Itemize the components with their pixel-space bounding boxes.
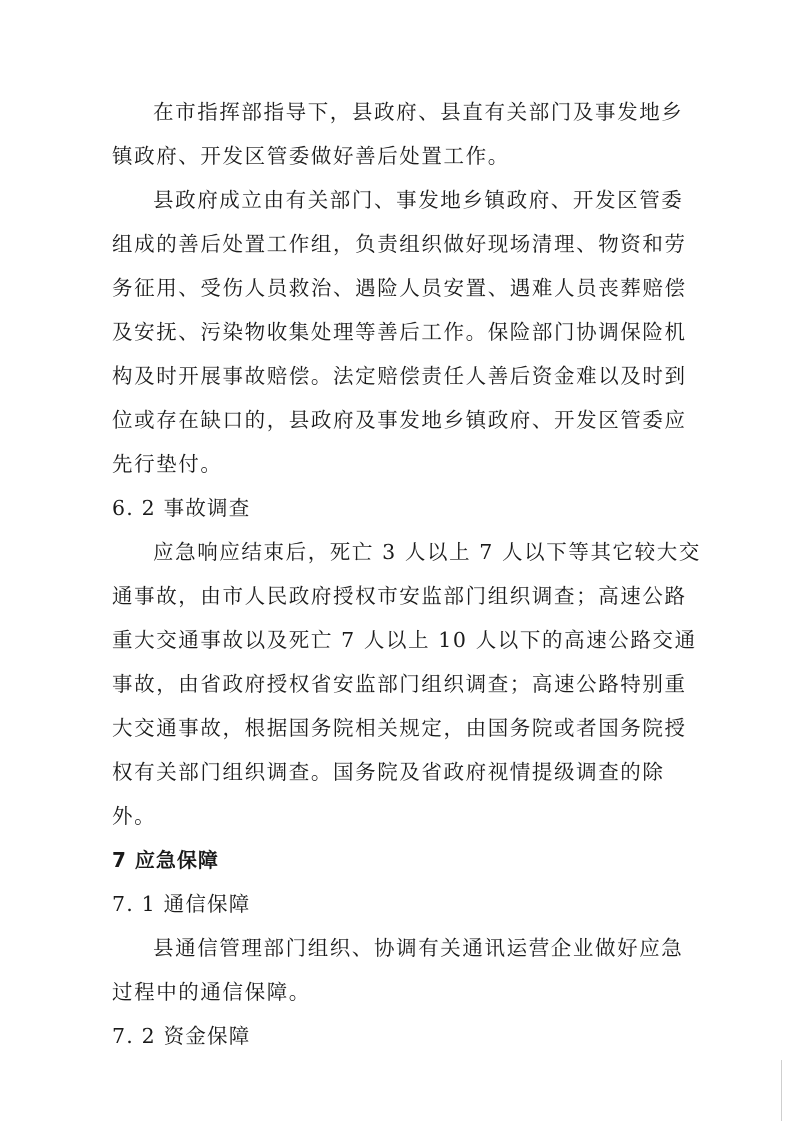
paragraph-3-line-5: 大交通事故，根据国务院相关规定，由国务院或者国务院授 <box>112 716 687 740</box>
paragraph-3-line-2: 通事故，由市人民政府授权市安监部门组织调查；高速公路 <box>112 584 687 608</box>
paragraph-2-line-6: 位或存在缺口的，县政府及事发地乡镇政府、开发区管委应 <box>112 408 687 432</box>
paragraph-2-line-2: 组成的善后处置工作组，负责组织做好现场清理、物资和劳 <box>112 232 687 256</box>
paragraph-4-line-1: 县通信管理部门组织、协调有关通讯运营企业做好应急 <box>153 936 684 960</box>
paragraph-1-line-2: 镇政府、开发区管委做好善后处置工作。 <box>112 144 510 168</box>
paragraph-3-line-7: 外。 <box>112 804 157 828</box>
paragraph-2-line-3: 务征用、受伤人员救治、遇险人员安置、遇难人员丧葬赔偿 <box>112 276 687 300</box>
paragraph-3-line-3: 重大交通事故以及死亡 7 人以上 10 人以下的高速公路交通 <box>112 628 697 652</box>
heading-6-2: 6. 2 事故调查 <box>112 496 251 520</box>
paragraph-3-line-4: 事故，由省政府授权省安监部门组织调查；高速公路特别重 <box>112 672 687 696</box>
heading-7: 7 应急保障 <box>112 848 219 872</box>
scan-edge-line <box>781 1060 782 1121</box>
paragraph-2-line-1: 县政府成立由有关部门、事发地乡镇政府、开发区管委 <box>153 188 684 212</box>
paragraph-3-line-6: 权有关部门组织调查。国务院及省政府视情提级调查的除 <box>112 760 665 784</box>
paragraph-2-line-7: 先行垫付。 <box>112 452 223 476</box>
paragraph-2-line-4: 及安抚、污染物收集处理等善后工作。保险部门协调保险机 <box>112 320 687 344</box>
paragraph-2-line-5: 构及时开展事故赔偿。法定赔偿责任人善后资金难以及时到 <box>112 364 687 388</box>
heading-7-2: 7. 2 资金保障 <box>112 1024 251 1048</box>
paragraph-3-line-1: 应急响应结束后，死亡 3 人以上 7 人以下等其它较大交 <box>153 540 701 564</box>
paragraph-1-line-1: 在市指挥部指导下，县政府、县直有关部门及事发地乡 <box>153 100 684 124</box>
paragraph-4-line-2: 过程中的通信保障。 <box>112 980 311 1004</box>
heading-7-1: 7. 1 通信保障 <box>112 892 251 916</box>
